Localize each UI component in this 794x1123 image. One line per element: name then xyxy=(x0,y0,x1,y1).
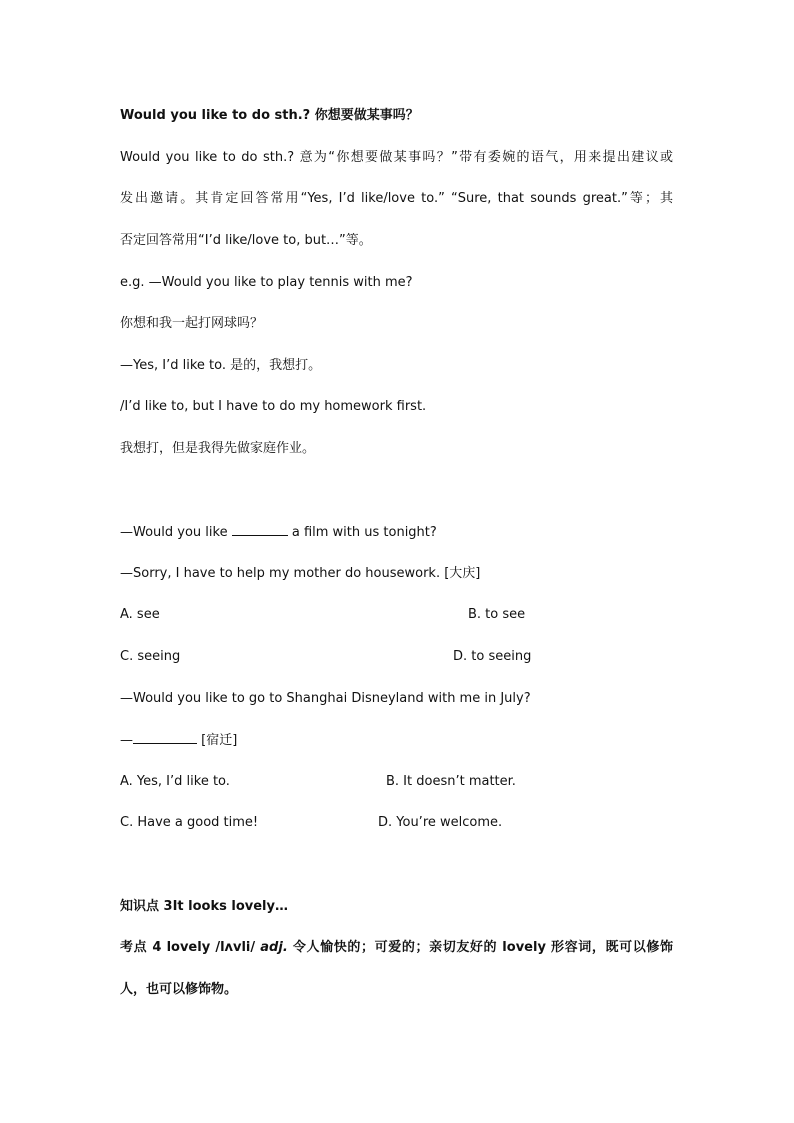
question-1-option-a: A. see xyxy=(120,607,160,622)
kaodian-definition: 令人愉快的；可爱的；亲切友好的 lovely 形容词，既可以修饰 xyxy=(287,940,673,955)
question-2-stem: —Would you like to go to Shanghai Disneyland with me in July? xyxy=(120,691,531,706)
question-2-reply-before: — xyxy=(120,733,133,748)
example-answer-2-translation: 我想打，但是我得先做家庭作业。 xyxy=(120,441,316,456)
paragraph-line-1: Would you like to do sth.? 意为“你想要做某事吗？”带有委婉的语气，用来提出建议或 xyxy=(120,150,673,165)
kaodian-line-2: 人，也可以修饰物。 xyxy=(120,982,238,997)
question-2-option-b: B. It doesn’t matter. xyxy=(386,774,516,789)
section-heading: Would you like to do sth.? 你想要做某事吗？ xyxy=(120,108,419,123)
example-question-translation: 你想和我一起打网球吗？ xyxy=(120,316,264,331)
kaodian-line-1 xyxy=(120,939,673,957)
question-1-option-d: D. to seeing xyxy=(453,649,532,664)
paragraph-line-2: 发出邀请。其肯定回答常用“Yes, I’d like/love to.” “Sure, that sounds great.”等；其 xyxy=(120,191,673,206)
question-1-option-c: C. seeing xyxy=(120,649,181,664)
question-2-option-a: A. Yes, I’d like to. xyxy=(120,774,230,789)
question-2-option-d: D. You’re welcome. xyxy=(378,815,503,830)
question-1-reply: —Sorry, I have to help my mother do housework. [大庆] xyxy=(120,566,481,581)
answer-blank xyxy=(133,731,197,744)
question-1-stem-before: —Would you like xyxy=(120,525,232,540)
question-2-reply xyxy=(120,731,237,750)
question-1-stem-after: a film with us tonight? xyxy=(287,525,437,540)
example-question: e.g. —Would you like to play tennis with me? xyxy=(120,275,413,290)
example-answer-1: —Yes, I’d like to. 是的，我想打。 xyxy=(120,358,322,373)
knowledge-point-heading: 知识点 3It looks lovely… xyxy=(120,899,288,914)
paragraph-line-3: 否定回答常用“I’d like/love to, but…”等。 xyxy=(120,233,372,248)
question-2-option-c: C. Have a good time! xyxy=(120,815,259,830)
question-2-reply-after: [宿迁] xyxy=(197,733,238,748)
question-1-option-b: B. to see xyxy=(468,607,526,622)
question-1-stem xyxy=(120,523,437,542)
kaodian-prefix: 考点 4 lovely /lʌvli/ xyxy=(120,940,261,955)
part-of-speech: adj. xyxy=(260,940,288,955)
example-answer-2: /I’d like to, but I have to do my homework first. xyxy=(120,399,427,414)
answer-blank xyxy=(232,523,288,536)
